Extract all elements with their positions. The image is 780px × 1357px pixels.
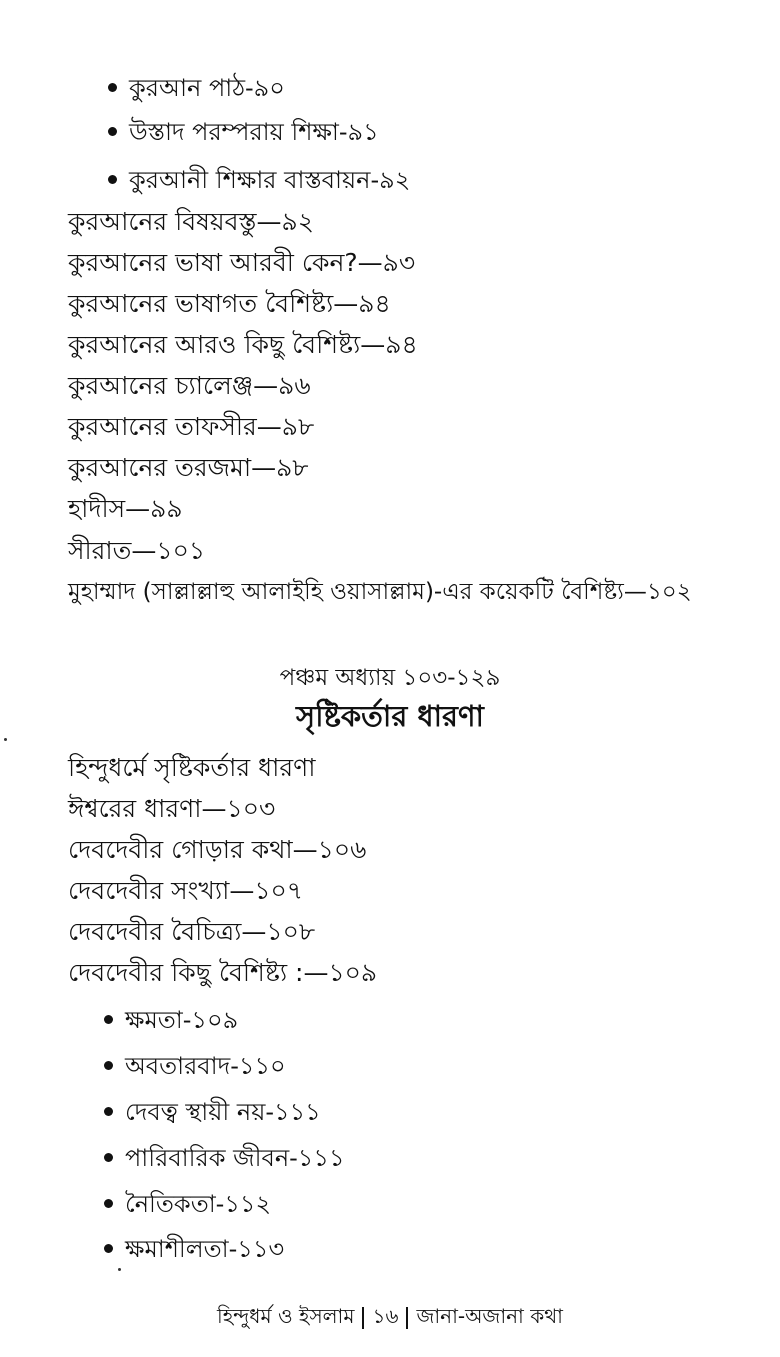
bullet-icon	[104, 1199, 113, 1208]
bullet-icon	[108, 127, 117, 136]
toc-entry: কুরআনের আরও কিছু বৈশিষ্ট্য—৯৪	[68, 330, 418, 359]
list-item-text: পারিবারিক জীবন-১১১	[125, 1144, 345, 1172]
bullet-icon	[104, 1107, 113, 1116]
toc-entry: সীরাত—১০১	[68, 536, 206, 565]
toc-entry: দেবদেবীর বৈচিত্র্য—১০৮	[68, 917, 316, 946]
bullet-icon	[104, 1153, 113, 1162]
toc-entry: কুরআনের ভাষাগত বৈশিষ্ট্য—৯৪	[68, 289, 391, 318]
list-item	[104, 1142, 345, 1174]
list-item	[108, 164, 410, 196]
list-item	[108, 116, 379, 148]
bullet-icon	[104, 1015, 113, 1024]
list-item-text: দেবত্ব স্থায়ী নয়-১১১	[125, 1098, 321, 1126]
scan-speck	[118, 1268, 121, 1271]
list-item	[104, 1188, 271, 1220]
page-footer	[0, 1302, 780, 1330]
list-item-text: ক্ষমতা-১০৯	[125, 1006, 239, 1034]
list-item-text: কুরআনী শিক্ষার বাস্তবায়ন-৯২	[129, 166, 411, 194]
chapter-heading: পঞ্চম অধ্যায় ১০৩-১২৯	[279, 665, 501, 691]
list-item	[104, 1050, 286, 1082]
toc-entry: হাদীস—৯৯	[68, 494, 183, 523]
bullet-icon	[104, 1244, 113, 1253]
bullet-icon	[104, 1061, 113, 1070]
scan-speck	[4, 738, 7, 741]
toc-entry: কুরআনের বিষয়বস্তু—৯২	[68, 207, 315, 236]
list-item	[104, 1233, 284, 1265]
footer-page-number: ১৬	[372, 1304, 399, 1328]
bullet-icon	[108, 83, 117, 92]
list-item-text: কুরআন পাঠ-৯০	[129, 74, 285, 102]
footer-series-title: জানা-অজানা কথা	[416, 1304, 563, 1328]
toc-entry: দেবদেবীর সংখ্যা—১০৭	[68, 876, 304, 905]
toc-entry: কুরআনের চ্যালেঞ্জ—৯৬	[68, 371, 311, 400]
toc-entry: হিন্দুধর্মে সৃষ্টিকর্তার ধারণা	[68, 753, 316, 782]
bullet-icon	[108, 175, 117, 184]
footer-book-title: হিন্দুধর্ম ও ইসলাম	[217, 1304, 355, 1328]
list-item	[104, 1096, 321, 1128]
list-item	[108, 72, 285, 104]
list-item-text: উস্তাদ পরম্পরায় শিক্ষা-৯১	[129, 118, 379, 146]
chapter-title: সৃষ্টিকর্তার ধারণা	[296, 699, 484, 733]
toc-entry: কুরআনের তরজমা—৯৮	[68, 453, 309, 482]
footer-separator	[362, 1307, 364, 1329]
list-item-text: ক্ষমাশীলতা-১১৩	[125, 1235, 285, 1263]
toc-entry: ঈশ্বরের ধারণা—১০৩	[68, 794, 276, 823]
toc-entry: দেবদেবীর গোড়ার কথা—১০৬	[68, 835, 367, 864]
toc-entry: দেবদেবীর কিছু বৈশিষ্ট্য :—১০৯	[68, 958, 378, 987]
list-item-text: নৈতিকতা-১১২	[125, 1190, 272, 1218]
footer-separator	[406, 1307, 408, 1329]
toc-entry: কুরআনের তাফসীর—৯৮	[68, 412, 315, 441]
list-item-text: অবতারবাদ-১১০	[125, 1052, 286, 1080]
toc-entry: মুহাম্মাদ (সাল্লাল্লাহু আলাইহি ওয়াসাল্লাম)-এর কয়েকটি বৈশিষ্ট্য—১০২	[68, 579, 692, 605]
toc-entry: কুরআনের ভাষা আরবী কেন?—৯৩	[68, 248, 416, 277]
list-item	[104, 1004, 238, 1036]
